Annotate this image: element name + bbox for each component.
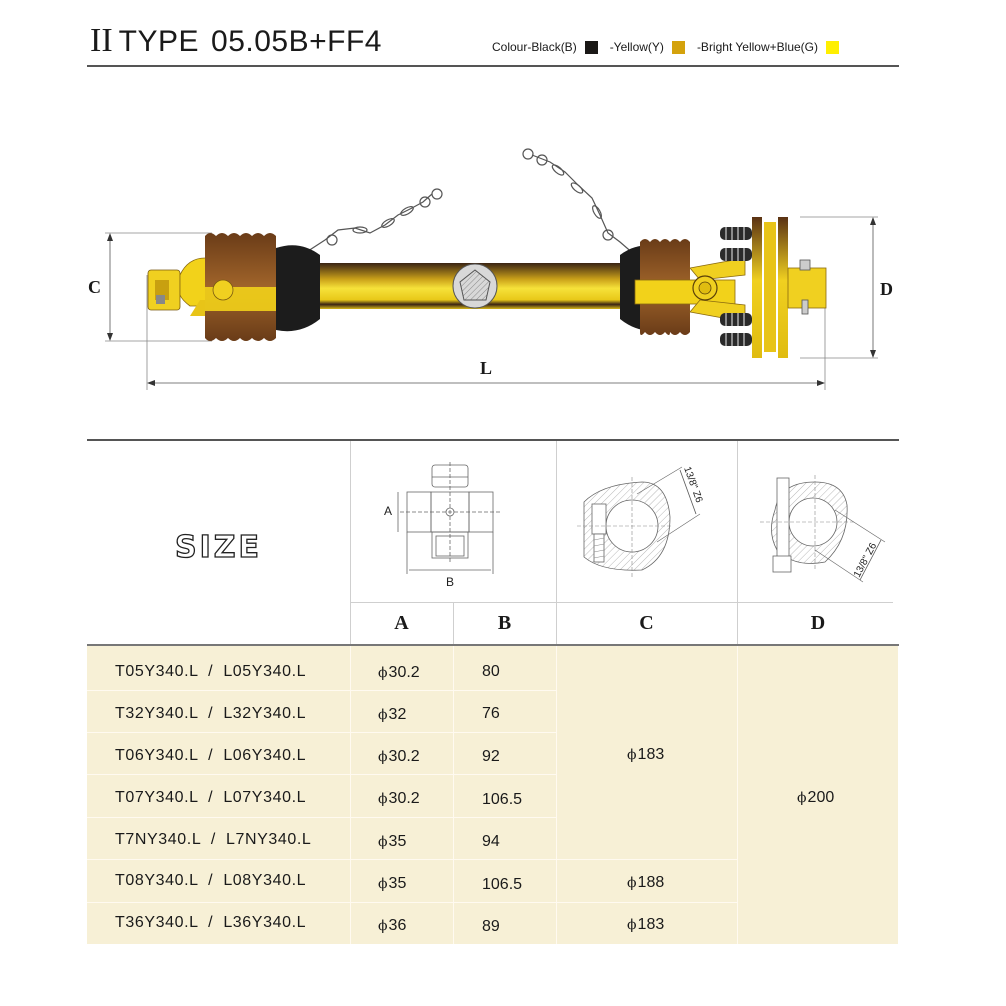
- diagram-label-c-spline: 13/8" Z6: [681, 465, 705, 505]
- row-a-value: [378, 706, 406, 724]
- column-header-a: A: [394, 612, 409, 634]
- row-a-value: [378, 664, 420, 682]
- spline-hub-d-diagram: [755, 470, 895, 590]
- a-value: 30.2: [388, 748, 420, 765]
- row-a-value: [378, 875, 406, 893]
- legend-item-bright-yellow: [697, 40, 839, 54]
- size-heading: SIZE: [175, 530, 263, 565]
- left-shield-cone: [276, 245, 320, 331]
- row-a-value: [378, 790, 420, 808]
- phi-icon: ϕ: [378, 876, 388, 892]
- row-model: T08Y340.L / L08Y340.L: [115, 872, 307, 889]
- legend-item-black: [492, 40, 598, 54]
- colour-legend: [492, 40, 839, 54]
- row-model: T07Y340.L / L07Y340.L: [115, 789, 307, 806]
- column-header-b: B: [497, 612, 512, 634]
- left-safety-chain: [305, 189, 442, 253]
- table-grid-line: [350, 602, 893, 603]
- d-value: [797, 789, 834, 807]
- row-b-value: 76: [482, 705, 500, 722]
- left-guard-bellows: [205, 233, 280, 341]
- c-value: 183: [637, 916, 665, 933]
- row-b-value: 80: [482, 663, 500, 680]
- row-a-value: [378, 833, 406, 851]
- a-value: 35: [388, 875, 407, 892]
- row-b-value: 89: [482, 918, 500, 935]
- title-type-label: TYPE: [118, 25, 200, 58]
- phi-icon: ϕ: [797, 790, 807, 806]
- phi-icon: ϕ: [378, 918, 388, 934]
- a-value: 36: [388, 917, 407, 934]
- friction-clutch: [720, 217, 826, 358]
- a-value: 30.2: [388, 664, 420, 681]
- legend-label: -Yellow(Y): [609, 40, 664, 54]
- phi-icon: ϕ: [378, 707, 388, 723]
- column-header-d: D: [810, 612, 826, 634]
- c-value-group-1: [627, 746, 664, 764]
- tube-cross-section-icon: [453, 264, 497, 308]
- cross-joint-diagram: [380, 462, 510, 592]
- legend-item-yellow: [610, 40, 685, 54]
- a-value: 35: [388, 833, 407, 850]
- phi-icon: ϕ: [378, 834, 388, 850]
- row-model: T7NY340.L / L7NY340.L: [115, 831, 312, 848]
- header-divider: [87, 65, 899, 67]
- a-value: 30.2: [388, 790, 420, 807]
- phi-icon: ϕ: [378, 749, 388, 765]
- page-title: [90, 22, 382, 60]
- title-model: 05.05B+FF4: [211, 25, 382, 58]
- row-b-value: 106.5: [482, 791, 523, 808]
- phi-icon: ϕ: [378, 791, 388, 807]
- row-model: T36Y340.L / L36Y340.L: [115, 914, 307, 931]
- table-top-divider: [87, 439, 899, 441]
- black-swatch-icon: [585, 41, 598, 54]
- phi-icon: ϕ: [378, 665, 388, 681]
- phi-icon: ϕ: [627, 747, 637, 763]
- title-roman-numeral: II: [90, 22, 113, 59]
- c-value-group-2: [627, 874, 664, 892]
- phi-icon: ϕ: [627, 917, 637, 933]
- c-value-group-3: [627, 916, 664, 934]
- diagram-label-d-spline: 13/8" Z6: [851, 541, 880, 580]
- dimension-l-label: L: [480, 358, 493, 378]
- c-value: 183: [637, 746, 665, 763]
- yellow-swatch-icon: [672, 41, 685, 54]
- phi-icon: ϕ: [627, 875, 637, 891]
- pto-shaft-drawing: [80, 130, 920, 400]
- row-a-value: [378, 748, 420, 766]
- dimension-c-label: C: [88, 277, 101, 297]
- row-b-value: 92: [482, 748, 500, 765]
- a-value: 32: [388, 706, 407, 723]
- row-b-value: 106.5: [482, 876, 523, 893]
- row-model: T06Y340.L / L06Y340.L: [115, 747, 307, 764]
- column-header-c: C: [639, 612, 654, 634]
- right-safety-chain: [523, 149, 635, 255]
- c-value: 188: [637, 874, 665, 891]
- spline-hub-c-diagram: [572, 462, 722, 592]
- row-a-value: [378, 917, 406, 935]
- row-b-value: 94: [482, 833, 500, 850]
- d-value-number: 200: [807, 789, 835, 806]
- legend-label: -Bright Yellow+Blue(G): [696, 40, 818, 54]
- diagram-label-a: A: [384, 504, 393, 518]
- legend-label: Colour-Black(B): [492, 40, 577, 54]
- row-model: T32Y340.L / L32Y340.L: [115, 705, 307, 722]
- bright-yellow-swatch-icon: [826, 41, 839, 54]
- dimension-d-label: D: [880, 279, 893, 299]
- diagram-label-b: B: [446, 575, 455, 589]
- row-model: T05Y340.L / L05Y340.L: [115, 663, 307, 680]
